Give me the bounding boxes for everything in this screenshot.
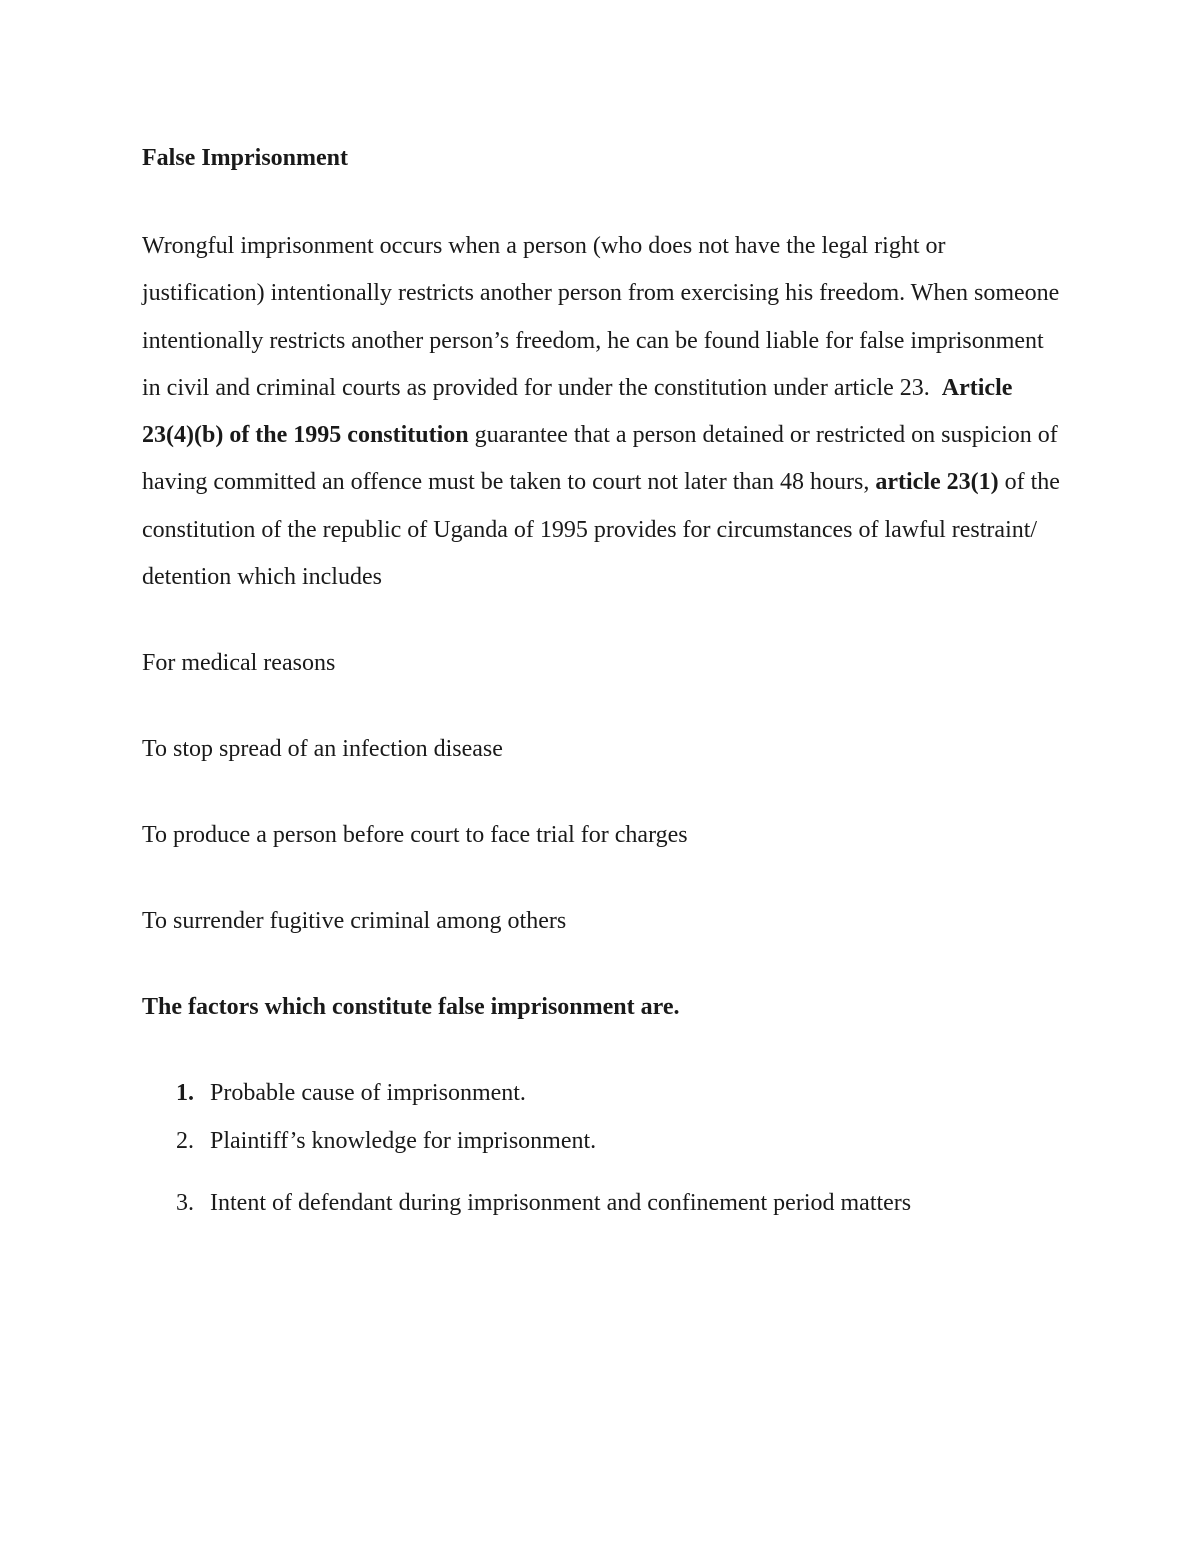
factor-number: 2. [176, 1128, 194, 1155]
paragraph-text-2: guarantee that a person detained or restricted on suspicion of having committed an offence must be taken to court not later than 48 hours, [142, 422, 1058, 496]
factor-item [176, 1179, 1062, 1227]
document-title: False Imprisonment [142, 145, 348, 171]
paragraph-bold-article-23-4-b: Article 23(4)(b) of the 1995 constitution [142, 374, 1013, 449]
circumstance-item: To stop spread of an infection disease [142, 736, 503, 763]
body-paragraph [142, 223, 1062, 601]
paragraph-text-1: Wrongful imprisonment occurs when a person (who does not have the legal right or justification) intentionally restricts another person from exercising his freedom. When someone intentionally restricts another person’s freedom, he can be found liable for false imprisonment in civil and criminal courts as provided for under the constitution under article 23. [142, 233, 1060, 401]
factor-item [176, 1069, 1062, 1117]
factor-number: 1. [176, 1080, 194, 1107]
paragraph-text-3: of the constitution of the republic of Uganda of 1995 provides for circumstances of lawful restraint/ detention which includes [142, 469, 1060, 591]
paragraph-bold-article-23-1: article 23(1) [875, 469, 999, 496]
document-page [142, 140, 1062, 1227]
circumstance-item: For medical reasons [142, 650, 336, 677]
factor-text: Probable cause of imprisonment. [210, 1080, 526, 1107]
factor-item [176, 1117, 1062, 1165]
factors-heading: The factors which constitute false imprisonment are. [142, 994, 680, 1021]
factors-list [142, 1069, 1062, 1227]
circumstance-item: To produce a person before court to face trial for charges [142, 822, 688, 849]
factor-text: Intent of defendant during imprisonment and confinement period matters [210, 1190, 912, 1217]
circumstance-item: To surrender fugitive criminal among others [142, 908, 567, 935]
factor-number: 3. [176, 1190, 194, 1217]
factor-text: Plaintiff’s knowledge for imprisonment. [210, 1128, 597, 1155]
